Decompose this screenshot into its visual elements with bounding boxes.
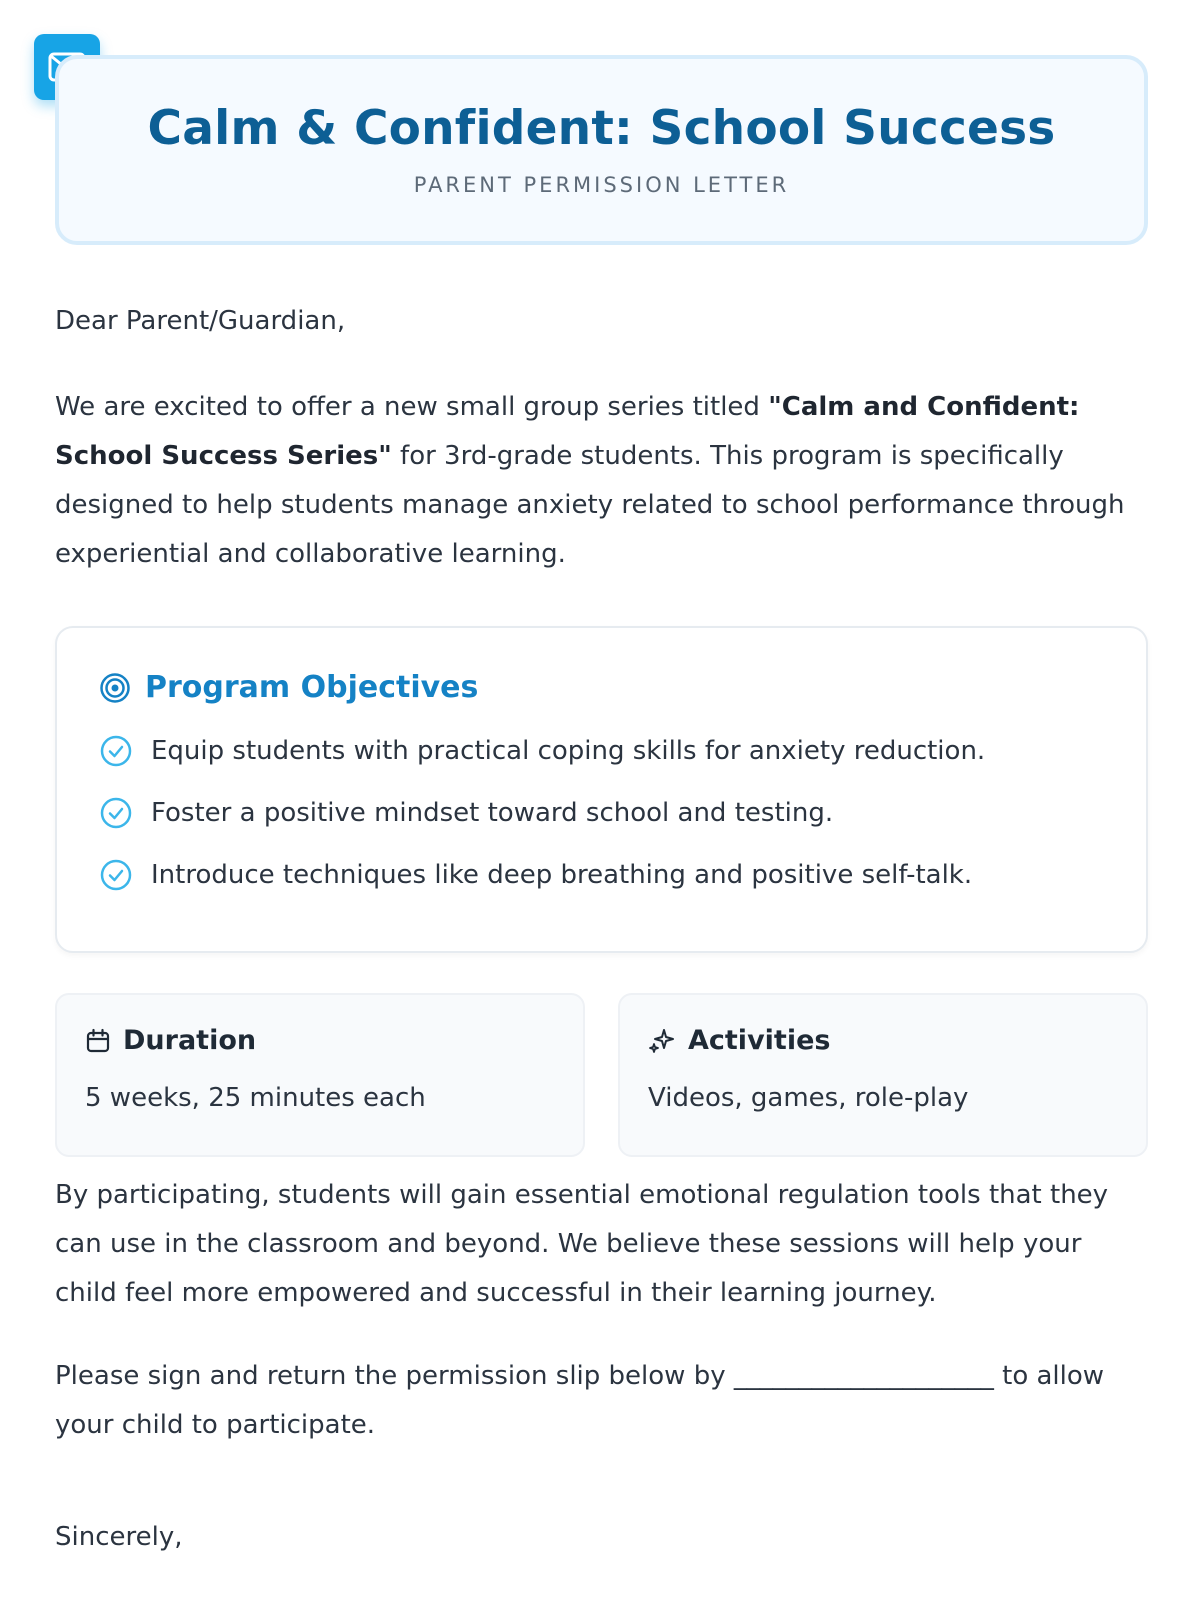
intro-text-end: for 3rd-grade students. This program is specifically designed to help students manage anxiety related to school performance through experiential and collaborative learning. <box>55 441 1125 569</box>
intro-text-start: We are excited to offer a new small group series titled <box>55 392 769 422</box>
objective-text: Introduce techniques like deep breathing and positive self-talk. <box>151 860 973 890</box>
check-circle-icon <box>99 734 133 768</box>
activities-value: Videos, games, role-play <box>648 1083 969 1113</box>
series-name: "Calm and Confident: School Success Series" <box>55 392 1080 471</box>
activities-title <box>648 1025 830 1056</box>
objectives-heading-label: Program Objectives <box>145 670 479 705</box>
duration-value: 5 weeks, 25 minutes each <box>85 1083 426 1113</box>
page-title: Calm & Confident: School Success <box>147 101 1056 156</box>
duration-card <box>55 993 585 1157</box>
objective-item <box>99 796 833 830</box>
intro-paragraph <box>55 383 1148 579</box>
objective-text: Equip students with practical coping skills for anxiety reduction. <box>151 736 986 766</box>
objectives-heading <box>99 670 478 705</box>
greeting: Dear Parent/Guardian, <box>55 306 346 336</box>
target-icon <box>99 672 131 704</box>
activities-label: Activities <box>688 1025 831 1056</box>
duration-label: Duration <box>123 1025 257 1056</box>
closing: Sincerely, <box>55 1522 183 1552</box>
objective-text: Foster a positive mindset toward school and testing. <box>151 798 834 828</box>
activities-card <box>618 993 1148 1157</box>
benefits-paragraph: By participating, students will gain essential emotional regulation tools that they can use in the classroom and beyond. We believe these sessions will help your child feel more empowered and successful in their learning journey. <box>55 1180 1109 1308</box>
return-request-paragraph: Please sign and return the permission slip below by ____________________ to allow your child to participate. <box>55 1361 1105 1440</box>
duration-title <box>85 1025 256 1056</box>
page-subtitle: PARENT PERMISSION LETTER <box>413 173 790 197</box>
check-circle-icon <box>99 858 133 892</box>
check-circle-icon <box>99 796 133 830</box>
objective-item <box>99 858 972 892</box>
objective-item <box>99 734 985 768</box>
header-card <box>55 55 1148 245</box>
objectives-card <box>55 626 1148 953</box>
calendar-icon <box>85 1028 111 1054</box>
sparkles-icon <box>648 1027 676 1055</box>
